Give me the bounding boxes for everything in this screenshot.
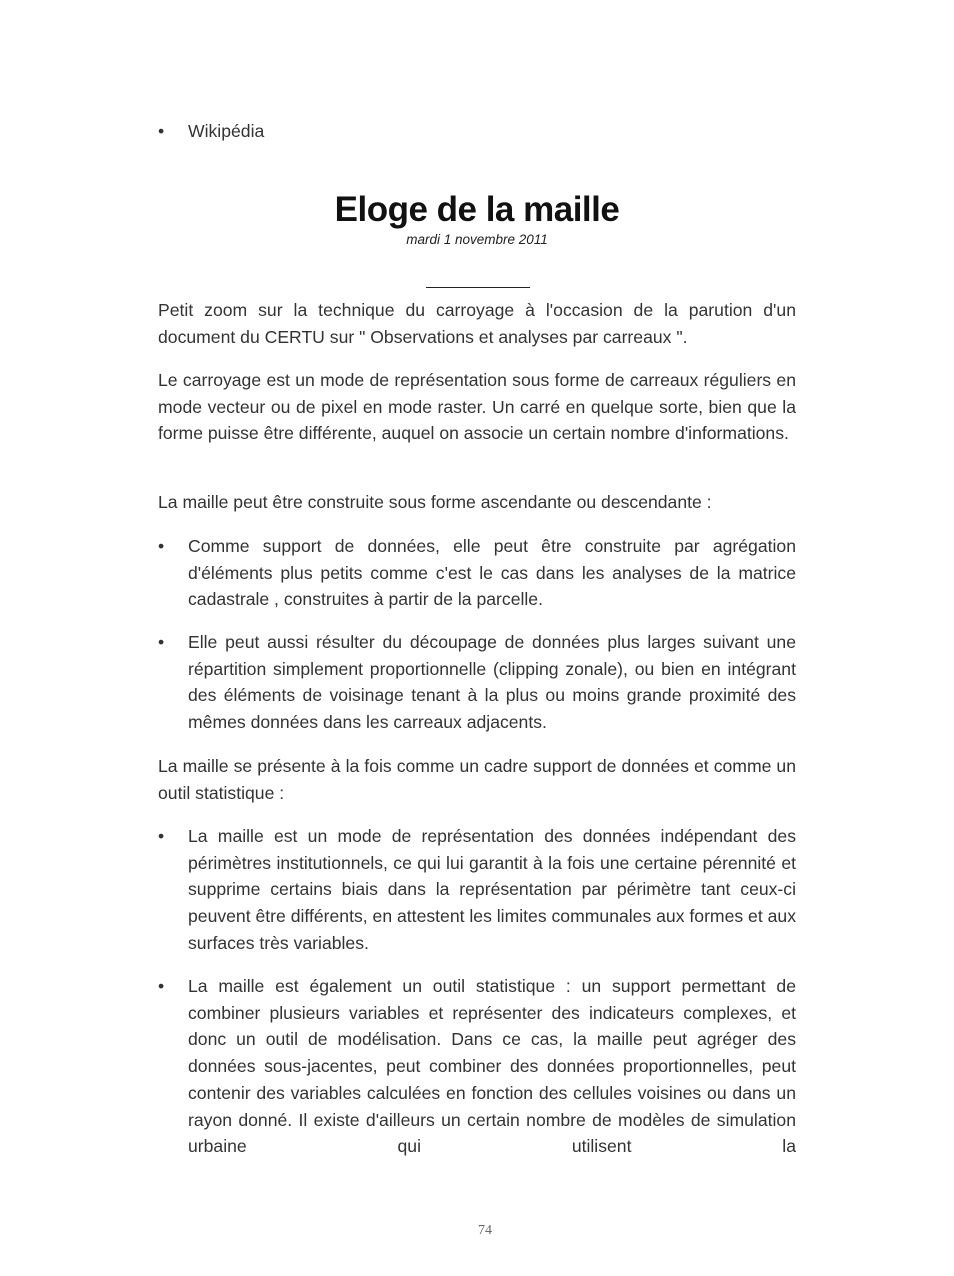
- bullet: •: [158, 976, 165, 996]
- list-item: [158, 533, 796, 613]
- paragraph: Petit zoom sur la technique du carroyage à l'occasion de la parution d'un document du CERTU sur " Observations et analyses par carreaux ".: [158, 300, 796, 347]
- list-item-text: Comme support de données, elle peut être construite par agrégation d'éléments plus petits comme c'est le cas dans les analyses de la matrice cadastrale , construites à partir de la parcelle.: [188, 536, 796, 610]
- list-item-text: Elle peut aussi résulter du découpage de données plus larges suivant une répartition simplement proportionnelle (clipping zonale), ou bien en intégrant des éléments de voisinage tenant à la plus ou moins grande proximité des mêmes données dans les carreaux adjacents.: [188, 632, 796, 733]
- list-item: [158, 823, 796, 957]
- list-item: [158, 118, 796, 145]
- bullet: •: [158, 826, 165, 846]
- paragraph: Le carroyage est un mode de représentation sous forme de carreaux réguliers en mode vecteur ou de pixel en mode raster. Un carré en quelque sorte, bien que la forme puisse être différente, auquel on associe un certain nombre d'informations.: [158, 370, 796, 444]
- page-number: 74: [478, 1223, 492, 1238]
- article-title: Eloge de la maille: [334, 190, 620, 229]
- separator: [426, 287, 530, 288]
- paragraph: La maille peut être construite sous forme ascendante ou descendante :: [158, 492, 712, 512]
- list-item: [158, 629, 796, 736]
- paragraph: La maille se présente à la fois comme un cadre support de données et comme un outil statistique :: [158, 756, 796, 803]
- article-date: mardi 1 novembre 2011: [406, 232, 548, 247]
- list-item-text: Wikipédia: [188, 121, 265, 141]
- list-item: [158, 973, 796, 1160]
- list-item-text: La maille est également un outil statistique : un support permettant de combiner plusieurs variables et représenter des indicateurs complexes, et donc un outil de modélisation. Dans ce cas, la maille peut agréger des données sous-jacentes, peut combiner des données proportionnelles, peut contenir des variables calculées en fonction des cellules voisines ou dans un rayon donné. Il existe d'ailleurs un certain nombre de modèles de simulation urbaine qui utilisent la: [188, 976, 796, 1157]
- bullet: •: [158, 536, 165, 556]
- bullet: •: [158, 121, 165, 141]
- list-item-text: La maille est un mode de représentation des données indépendant des périmètres institutionnels, ce qui lui garantit à la fois une certaine pérennité et supprime certains biais dans la représentation par périmètre tant ceux-ci peuvent être différents, en attestent les limites communales aux formes et aux surfaces très variables.: [188, 826, 796, 953]
- bullet: •: [158, 632, 165, 652]
